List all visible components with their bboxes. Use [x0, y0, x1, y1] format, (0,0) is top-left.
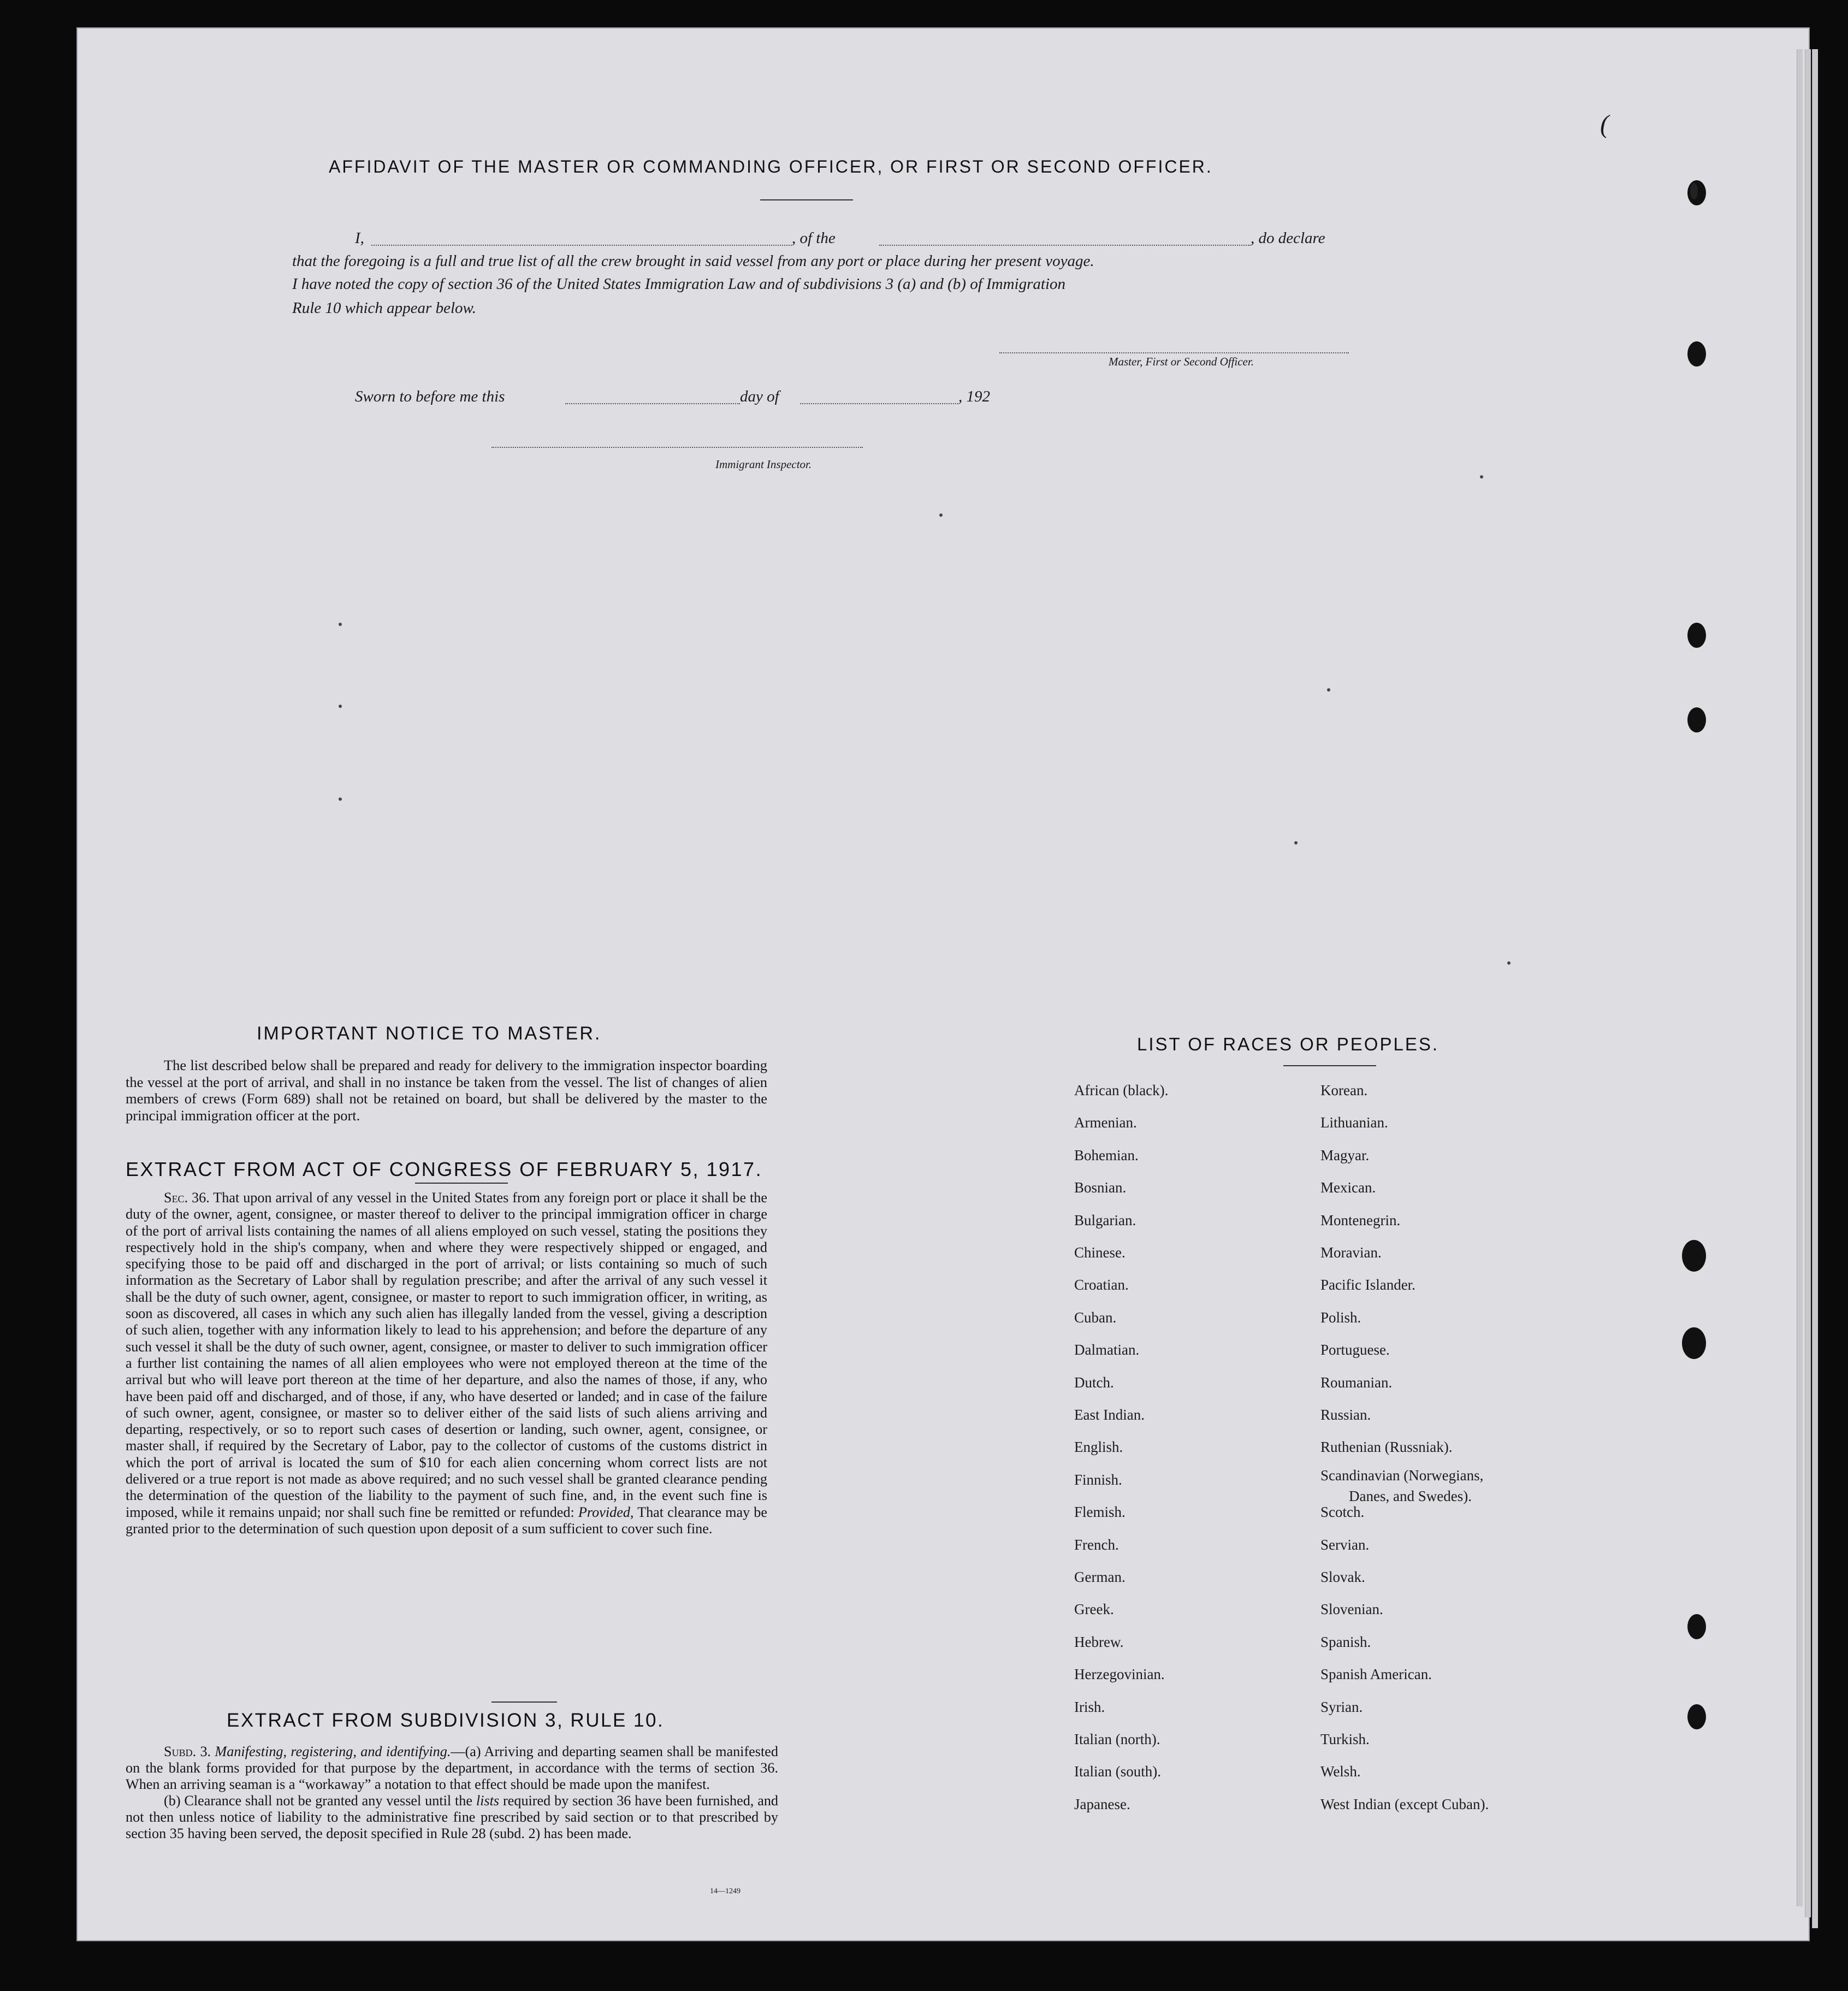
act-extract-text: That upon arrival of any vessel in the United States from any foreign port or place it shall be the duty of the owner, agent, consignee, or master thereof to deliver to the principal immigration officer in charge of the port of arrival lists containing the names of all aliens employed on such vessel, stating the positions they respectively hold in the ship's company, when and where they were respectively shipped or engaged, and specifying those to be paid off and discharged in the port of arrival; or lists containing so much of such information as the Secretary of Labor shall by regulation prescribe; and after the arrival of any such vessel it shall be the duty of such owner, agent, consignee, or master to report to such immigration officer, in writing, as soon as discovered, all cases in which any such alien has illegally landed from the vessel, giving a description of such alien, together with any information likely to lead to his apprehension; and before the departure of any such vessel it shall be the duty of such owner, agent, consignee, or master to deliver to such immigration officer a further list containing the names of all alien employees who were not employed thereon at the time of the arrival but who will leave port thereon at the time of her departure, and also the names of those, if any, who have been paid off and discharged, and of those, if any, who have deserted or landed; and in case of the failure of such owner, agent, consignee, or master so to deliver either of the said lists of such aliens arriving and departing, respectively, or so to report such cases of desertion or landing, such owner, agent, consignee, or master shall, if required by the Secretary of Labor, pay to the collector of customs of the customs district in which the port of arrival is located the sum of $10 for each alien concerning whom correct lists are not delivered or a true report is not made as above required; and no such vessel shall be granted clearance pending the determination of the question of the liability to the payment of such fine, and, in the event such fine is imposed, while it remains unpaid; nor shall such fine be remitted or refunded:	[126, 1190, 767, 1520]
divider	[491, 1701, 557, 1703]
lists-word: lists	[476, 1793, 500, 1809]
race-entry: Turkish.	[1320, 1731, 1370, 1747]
scan-speck	[339, 705, 342, 708]
race-entry: Spanish American.	[1320, 1666, 1432, 1683]
race-entry: Finnish.	[1074, 1471, 1122, 1488]
race-entry: Herzegovinian.	[1074, 1666, 1165, 1683]
race-entry: Bohemian.	[1074, 1147, 1139, 1163]
affidavit-of-the: , of the	[792, 229, 836, 247]
affidavit-line4: Rule 10 which appear below.	[292, 299, 476, 317]
punch-hole	[1687, 1614, 1706, 1639]
race-entry: Mexican.	[1320, 1179, 1376, 1196]
punch-hole-partial	[1690, 183, 1698, 199]
race-entry: Bulgarian.	[1074, 1212, 1136, 1228]
notice-paragraph: The list described below shall be prepared and ready for delivery to the immigration inspector boarding the vessel at the port of arrival, and shall in no instance be taken from the vessel. The list of changes of alien members of crews (Form 689) shall not be retained on board, but shall be delivered by the master to the principal immigration officer at the port.	[126, 1057, 767, 1124]
race-entry: Armenian.	[1074, 1114, 1137, 1131]
affidavit-line1-start: I,	[355, 229, 364, 247]
race-entry: Syrian.	[1320, 1698, 1363, 1715]
punch-hole	[1687, 707, 1706, 732]
race-entry: Scandinavian (Norwegians,	[1320, 1467, 1484, 1484]
race-entry: Irish.	[1074, 1698, 1105, 1715]
affidavit-line2: that the foregoing is a full and true list of all the crew brought in said vessel from any port or place during her present voyage.	[292, 252, 1094, 270]
race-entry: English.	[1074, 1439, 1123, 1456]
race-entry: German.	[1074, 1569, 1126, 1585]
race-entry: West Indian (except Cuban).	[1320, 1795, 1489, 1812]
affidavit-line1-end: , do declare	[1251, 229, 1325, 247]
punch-hole	[1687, 341, 1706, 367]
race-entry: French.	[1074, 1536, 1119, 1553]
race-entry: Greek.	[1074, 1601, 1114, 1618]
divider	[760, 199, 853, 200]
year-text: , 192	[958, 388, 990, 405]
race-entry: Dutch.	[1074, 1374, 1114, 1391]
punch-hole	[1687, 623, 1706, 648]
act-extract-text-end: That clearance may be granted prior to the determination of such question upon deposit of a sum sufficient to cover such fine.	[126, 1504, 767, 1537]
act-extract-body	[126, 1190, 767, 1537]
page-edge	[1805, 49, 1811, 1917]
rule-extract-paragraph-a	[126, 1744, 778, 1793]
race-entry: Ruthenian (Russniak).	[1320, 1439, 1453, 1456]
scan-speck	[939, 513, 943, 517]
clause-a-label: —(a)	[451, 1744, 481, 1759]
race-entry: Moravian.	[1320, 1244, 1382, 1261]
name-blank	[371, 245, 792, 246]
race-entry: Slovenian.	[1320, 1601, 1383, 1618]
notice-title: IMPORTANT NOTICE TO MASTER.	[257, 1023, 602, 1044]
race-entry: Spanish.	[1320, 1633, 1371, 1650]
race-entry: Pacific Islander.	[1320, 1277, 1415, 1293]
affidavit-title: AFFIDAVIT OF THE MASTER OR COMMANDING OFFICER, OR FIRST OR SECOND OFFICER.	[329, 157, 1213, 176]
scan-speck	[1480, 475, 1483, 478]
race-entry: Flemish.	[1074, 1504, 1126, 1521]
race-entry: Cuban.	[1074, 1309, 1117, 1326]
inspector-label: Immigrant Inspector.	[715, 458, 812, 471]
race-entry: Slovak.	[1320, 1569, 1365, 1585]
race-entry-continuation: Danes, and Swedes).	[1349, 1487, 1472, 1504]
signature-line	[999, 352, 1349, 353]
page-edge	[1797, 49, 1803, 1906]
day-of-text: day of	[740, 388, 779, 405]
affidavit-line3: I have noted the copy of section 36 of the United States Immigration Law and of subdivisions 3 (a) and (b) of Immigration	[292, 275, 1066, 293]
race-entry: Korean.	[1320, 1082, 1368, 1098]
race-entry: Magyar.	[1320, 1147, 1370, 1163]
form-number: 14—1249	[710, 1887, 741, 1895]
scan-speck	[1327, 688, 1330, 692]
race-entry: Russian.	[1320, 1407, 1371, 1423]
race-entry: Bosnian.	[1074, 1179, 1127, 1196]
vessel-blank	[879, 245, 1251, 246]
sworn-text: Sworn to before me this	[355, 388, 505, 405]
subdivision-heading: Manifesting, registering, and identifying.	[215, 1744, 451, 1759]
race-entry: Chinese.	[1074, 1244, 1126, 1261]
punch-hole	[1682, 1240, 1706, 1272]
race-entry: African (black).	[1074, 1082, 1169, 1098]
rule-extract-title: EXTRACT FROM SUBDIVISION 3, RULE 10.	[227, 1710, 665, 1731]
inspector-signature-line	[491, 447, 863, 448]
rule-extract-paragraph-b	[126, 1793, 778, 1842]
act-extract-paragraph	[126, 1190, 767, 1537]
provided-text: Provided,	[578, 1504, 634, 1520]
notice-body	[126, 1057, 767, 1124]
scan-speck	[1294, 841, 1298, 844]
race-entry: Portuguese.	[1320, 1342, 1390, 1358]
race-entry: Scotch.	[1320, 1504, 1365, 1521]
clause-b-text-end: required by section 36 have been furnished, and not then unless notice of liability to the administrative fine prescribed by said section or to that prescribed by section 35 having been served, the deposit specified in Rule 28 (subd. 2) has been made.	[126, 1793, 779, 1841]
clause-a-text: Arriving and departing seamen shall be manifested on the blank forms provided for that purpose by the department, in accordance with the terms of section 36. When an arriving seaman is a “workaway” a notation to that effect should be made upon the manifest.	[126, 1744, 778, 1792]
race-entry: Dalmatian.	[1074, 1342, 1140, 1358]
clause-b-text: Clearance shall not be granted any vessel until the	[184, 1793, 473, 1809]
scan-speck	[339, 797, 342, 801]
divider	[1283, 1065, 1376, 1066]
race-entry: Servian.	[1320, 1536, 1370, 1553]
corner-mark: (	[1600, 110, 1609, 139]
race-entry: Polish.	[1320, 1309, 1361, 1326]
race-entry: Montenegrin.	[1320, 1212, 1401, 1228]
subdivision-label: Subd. 3.	[164, 1744, 211, 1759]
section-label: Sec. 36.	[164, 1190, 210, 1206]
divider	[415, 1183, 508, 1184]
race-entry: Croatian.	[1074, 1277, 1129, 1293]
race-entry: Roumanian.	[1320, 1374, 1393, 1391]
punch-hole	[1682, 1327, 1706, 1359]
race-entry: East Indian.	[1074, 1407, 1145, 1423]
race-entry: Japanese.	[1074, 1795, 1130, 1812]
page-edge	[1812, 49, 1818, 1928]
race-entry: Welsh.	[1320, 1763, 1361, 1780]
signature-label: Master, First or Second Officer.	[1109, 355, 1254, 368]
race-entry: Italian (north).	[1074, 1731, 1160, 1747]
races-title: LIST OF RACES OR PEOPLES.	[1137, 1034, 1440, 1054]
race-entry: Italian (south).	[1074, 1763, 1161, 1780]
scan-speck	[339, 623, 342, 626]
day-blank	[565, 403, 740, 404]
act-extract-title: EXTRACT FROM ACT OF CONGRESS OF FEBRUARY 5, 1917.	[126, 1158, 763, 1180]
punch-hole	[1687, 1704, 1706, 1729]
scan-speck	[1507, 961, 1511, 965]
race-entry: Lithuanian.	[1320, 1114, 1388, 1131]
month-blank	[800, 403, 958, 404]
race-entry: Hebrew.	[1074, 1633, 1124, 1650]
rule-extract-body	[126, 1744, 778, 1842]
clause-b-label: (b)	[164, 1793, 181, 1809]
